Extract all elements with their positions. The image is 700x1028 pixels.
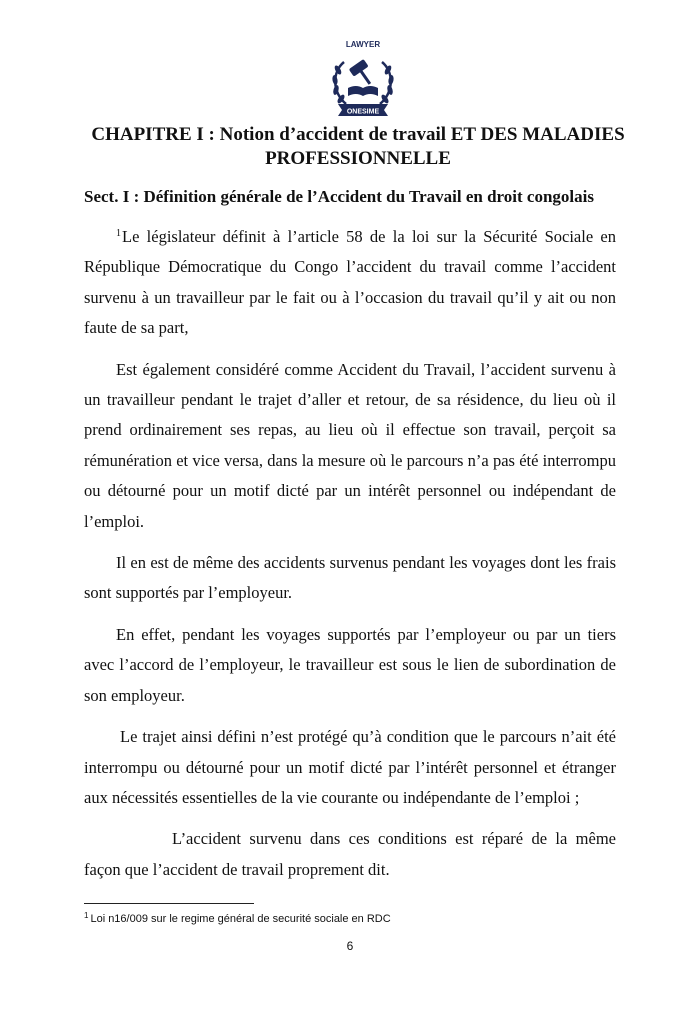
footnote-reference[interactable]: 1: [116, 228, 121, 239]
paragraph-3: Il en est de même des accidents survenus pendant les voyages dont les frais sont supportés par l’employeur.: [84, 553, 616, 603]
paragraph-6: L’accident survenu dans ces conditions est réparé de la même façon que l’accident de travail proprement dit.: [84, 829, 616, 879]
paragraph-2: Est également considéré comme Accident du Travail, l’accident survenu à un travailleur pendant le trajet d’aller et retour, de sa résidence, du lieu où il prend ordinairement ses repas, au lieu où il effectue son travail, perçoit sa rémunération et vice versa, dans la mesure où le parcours n’a pas été interrompu ou détourné pour un motif dicté par un intérêt personnel ou indépendant de l’emploi.: [84, 359, 616, 531]
lawyer-onesime-logo: [324, 38, 402, 116]
logo-bottom-text: ONESIME: [346, 108, 380, 116]
footnote-text: Loi n16/009 sur le regime général de securité sociale en RDC: [90, 913, 391, 925]
document-body: [84, 222, 616, 896]
paragraph-1: [84, 222, 616, 344]
section-title: Sect. I : Définition générale de l’Accident du Travail en droit congolais: [84, 187, 594, 206]
footnote-mark: 1: [84, 911, 89, 920]
paragraph-4: En effet, pendant les voyages supportés par l’employeur ou par un tiers avec l’accord de l’employeur, le travailleur est sous le lien de subordination de son employeur.: [84, 624, 616, 705]
paragraph-1-text: Le législateur définit à l’article 58 de la loi sur la Sécurité Sociale en République Démocratique du Congo l’accident du travail comme l’accident survenu à un travailleur par le fait ou à l’occasion du travail qu’il y ait ou non faute de sa part,: [84, 227, 616, 338]
chapter-title: CHAPITRE I : Notion d’accident de travail ET DES MALADIES PROFESSIONNELLE: [91, 124, 625, 169]
footnote: [84, 912, 391, 926]
footnote-divider: [84, 903, 254, 904]
gavel-laurel-emblem-icon: [324, 38, 402, 116]
page-number: 6: [346, 939, 354, 953]
logo-top-text: LAWYER: [345, 40, 381, 49]
paragraph-5: Le trajet ainsi défini n’est protégé qu’à condition que le parcours n’ait été interrompu ou détourné pour un motif dicté par l’intérêt personnel et étranger aux nécessités essentielles de la vie courante ou indépendante de l’emploi ;: [84, 727, 616, 807]
